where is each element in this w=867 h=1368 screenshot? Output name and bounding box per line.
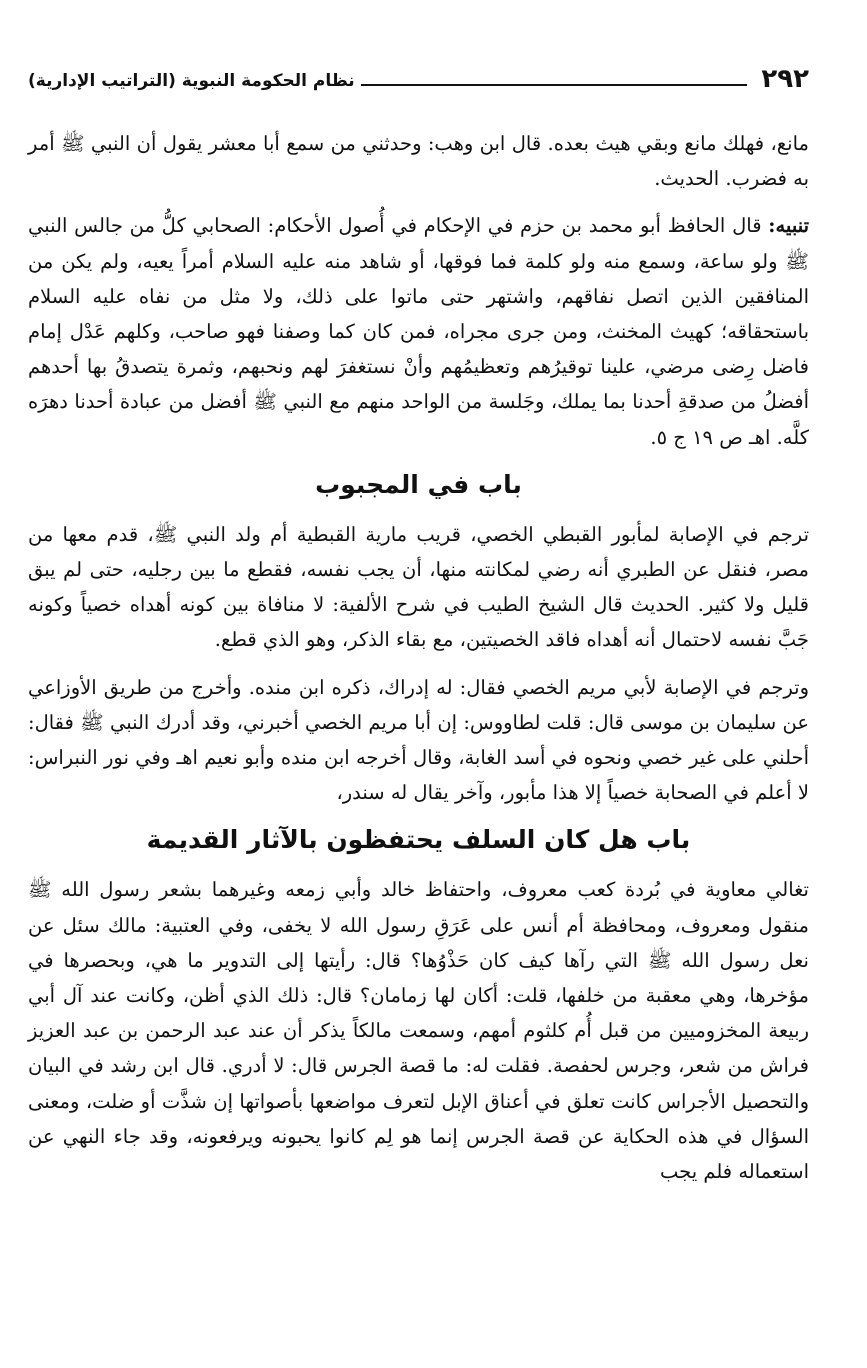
section-heading: باب هل كان السلف يحتفظون بالآثار القديمة: [146, 825, 691, 855]
header-rule: [361, 84, 748, 86]
note-text: قال الحافظ أبو محمد بن حزم في الإحكام في أُصول الأحكام: الصحابي كلُّ من جالس النبي ﷺ ولو ساعة، وسمع منه ولو كلمة فما فوقها، أو شاهد منه عليه السلام أمراً يعيه، ولم يكن من المنافقين الذين اتصل نفاقهم، واشتهر حتى ماتوا على ذلك، ولا مثل من نفاه عليه السلام باستحقاقه؛ كهيث المخنث، ومن جرى مجراه، فمن كان كما وصفنا فهو صاحب، وكلهم عَدْل إمام فاضل رِضى مرضي، علينا توقيرُهم وتعظيمُهم وأنْ نستغفرَ لهم ونحبهم، وثمرة يتصدقُ بها أحدهم أفضلُ من صدقةِ أحدنا بما يملك، وجَلسة من الواحد منهم مع النبي ﷺ أفضل من عبادة أحدنا دهرَه كلَّه. اهـ ص ١٩ ج ٥.: [28, 214, 809, 449]
note-paragraph: [28, 208, 809, 454]
book-title: نظام الحكومة النبوية (التراتيب الإدارية): [28, 71, 355, 91]
paragraph: وترجم في الإصابة لأبي مريم الخصي فقال: له إدراك، ذكره ابن منده. وأخرج من طريق الأوزاعي عن سليمان بن موسى قال: قلت لطاووس: إن أبا مريم الخصي أخبرني، وقد أدرك النبي ﷺ فقال: أحلني على غير خصي ونحوه في أسد الغابة، وقال أخرجه ابن منده وأبو نعيم اهـ وفي نور النبراس: لا أعلم في الصحابة خصياً إلا هذا مأبور، وآخر يقال له سندر،: [28, 675, 809, 805]
paragraph: تغالي معاوية في بُردة كعب معروف، واحتفاظ خالد وأبي زمعه وغيرهما بشعر رسول الله ﷺ منقول ومعروف، ومحافظة أم أنس على عَرَقِ رسول الله لا يخفى، وفي العتبية: مالك سئل عن نعل رسول الله ﷺ التي رآها كيف كان حَذْوُها؟ قال: رأيتها إلى التدوير ما هي، وبحصرها في مؤخرها، وهي معقبة من خلفها، قلت: أكان لها زمامان؟ قال: ذلك الذي أظن، وكانت عند آل أبي ربيعة المخزوميين من قبل أُم كلثوم أمهم، وسمعت مالكاً يذكر أن عند عبد الرحمن بن عبد العزيز فراش من شعر، وجرس لحفصة. فقلت له: ما قصة الجرس قال: لا أدري. قال ابن رشد في البيان والتحصيل الأجراس كانت تعلق في أعناق الإبل لتعرف مواضعها بأصواتها إن شذَّت أو ضلت، ومعنى السؤال في هذه الحكاية عن قصة الجرس إنما هو لِم كانوا يحبونه ويرفعونه، وقد جاء النهي عن استعماله فلم يجب: [28, 878, 809, 1184]
running-head: [28, 52, 809, 92]
note-label: تنبيه:: [768, 214, 810, 238]
paragraph: ترجم في الإصابة لمأبور القبطي الخصي، قريب مارية القبطية أم ولد النبي ﷺ، قدم معها من مصر، فنقل عن الطبري أنه رضي لمكانته منها، أن يجب نفسه، فقطع ما بين رجليه، حتى لم يبق قليل ولا كثير. الحديث قال الشيخ الطيب في شرح الألفية: لا منافاة بين كونه أهداه خصياً وكونه جَبَّ نفسه لاحتمال أنه أهداه فاقد الخصيتين، مع بقاء الذكر، وهو الذي قطع.: [28, 522, 809, 652]
page-number: ٢٩٢: [761, 64, 809, 94]
section-heading: باب في المجبوب: [315, 469, 522, 499]
paragraph: مانع، فهلك مانع وبقي هيث بعده. قال ابن وهب: وحدثني من سمع أبا معشر يقول أن النبي ﷺ أمر به فضرب. الحديث.: [28, 132, 809, 191]
